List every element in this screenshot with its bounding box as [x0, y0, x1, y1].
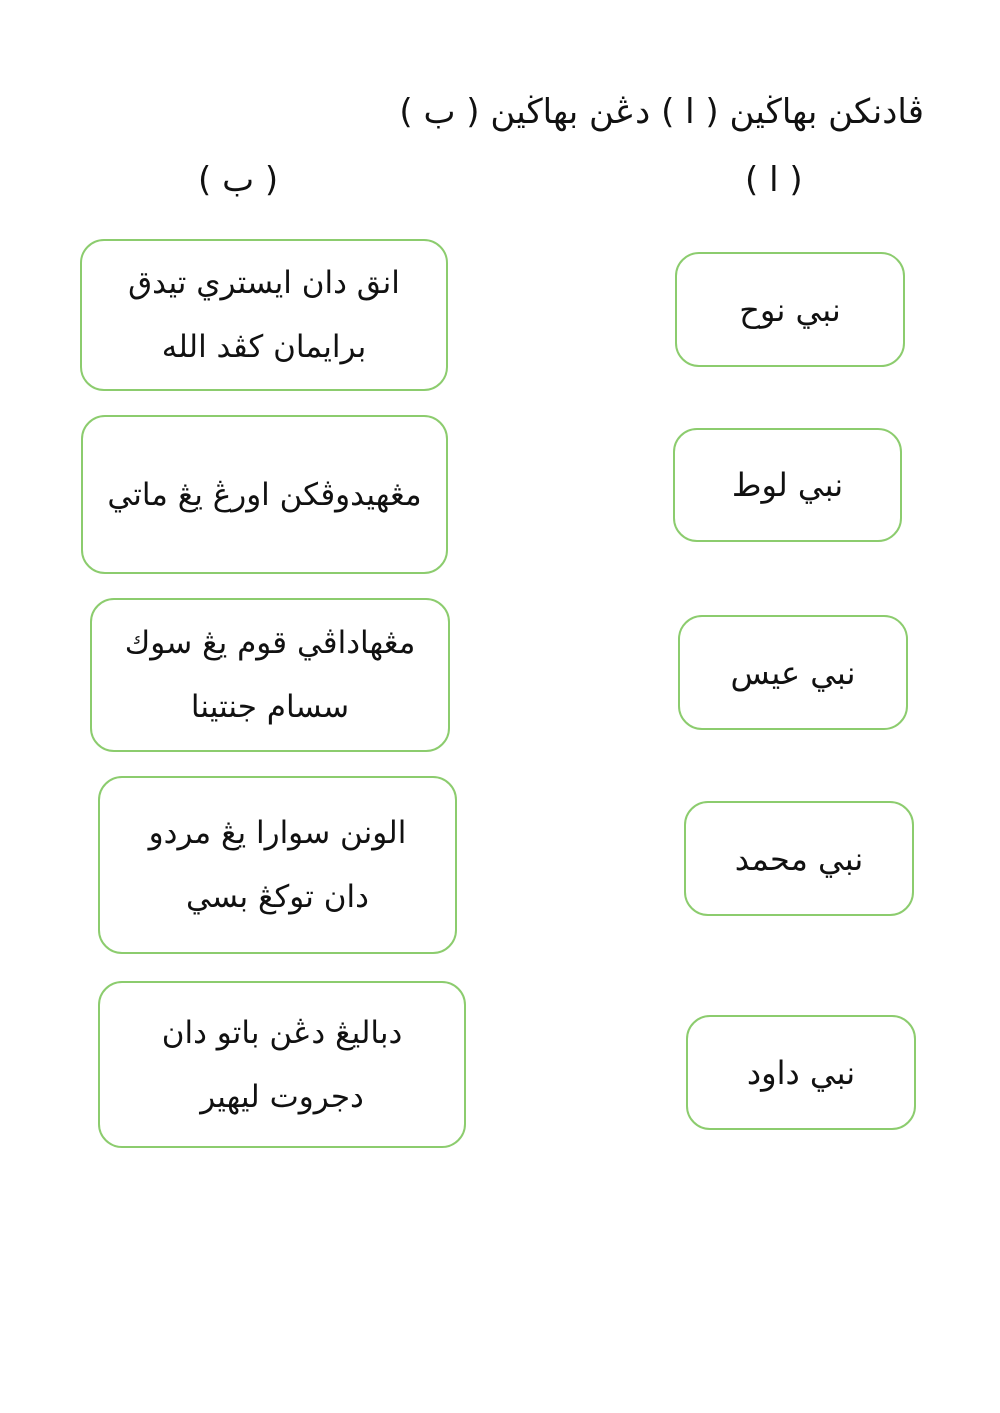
column-b-line-1: الونن سوارا يڠ مردو [148, 815, 407, 851]
column-a-item-label: نبي محمد [734, 839, 864, 878]
column-a-item-label: نبي نوح [739, 290, 841, 329]
column-b-line-2: دان توكڠ بسي [186, 879, 369, 915]
column-b-line-2: برايمان كڤد الله [161, 329, 367, 365]
column-a-item-label: نبي داود [746, 1053, 856, 1092]
column-b-line-2: سسام جنتينا [190, 689, 350, 725]
column-a-item-3[interactable] [678, 615, 908, 730]
column-a-item-label: نبي لوط [731, 466, 844, 504]
column-a-item-1[interactable] [675, 252, 905, 367]
column-a-item-4[interactable] [684, 801, 914, 916]
column-b-item-3[interactable] [90, 598, 450, 752]
column-b-line-2: دجروت ليهير [200, 1078, 364, 1115]
column-b-item-4[interactable] [98, 776, 457, 954]
column-b-line-1: انق دان ايستري تيدق [128, 265, 400, 301]
column-a-label: ( ا ) [745, 160, 803, 200]
column-b-line-1: مڠهيدوڤكن اورڠ يڠ ماتي [107, 476, 422, 513]
column-b-item-1[interactable] [80, 239, 448, 391]
column-a-item-2[interactable] [673, 428, 902, 542]
column-a-item-label: نبي عيس [730, 653, 856, 692]
instruction-text: ڤادنكن بهاڬين ( ا ) دڠن بهاڬين ( ب ) [399, 92, 924, 132]
column-a-item-5[interactable] [686, 1015, 916, 1130]
column-b-line-1: مڠهاداڤي قوم يڠ سوك [124, 625, 416, 661]
column-b-line-1: دباليڠ دڠن باتو دان [161, 1014, 403, 1051]
column-b-item-5[interactable] [98, 981, 466, 1148]
column-b-item-2[interactable] [81, 415, 448, 574]
column-b-label: ( ب ) [198, 160, 279, 200]
